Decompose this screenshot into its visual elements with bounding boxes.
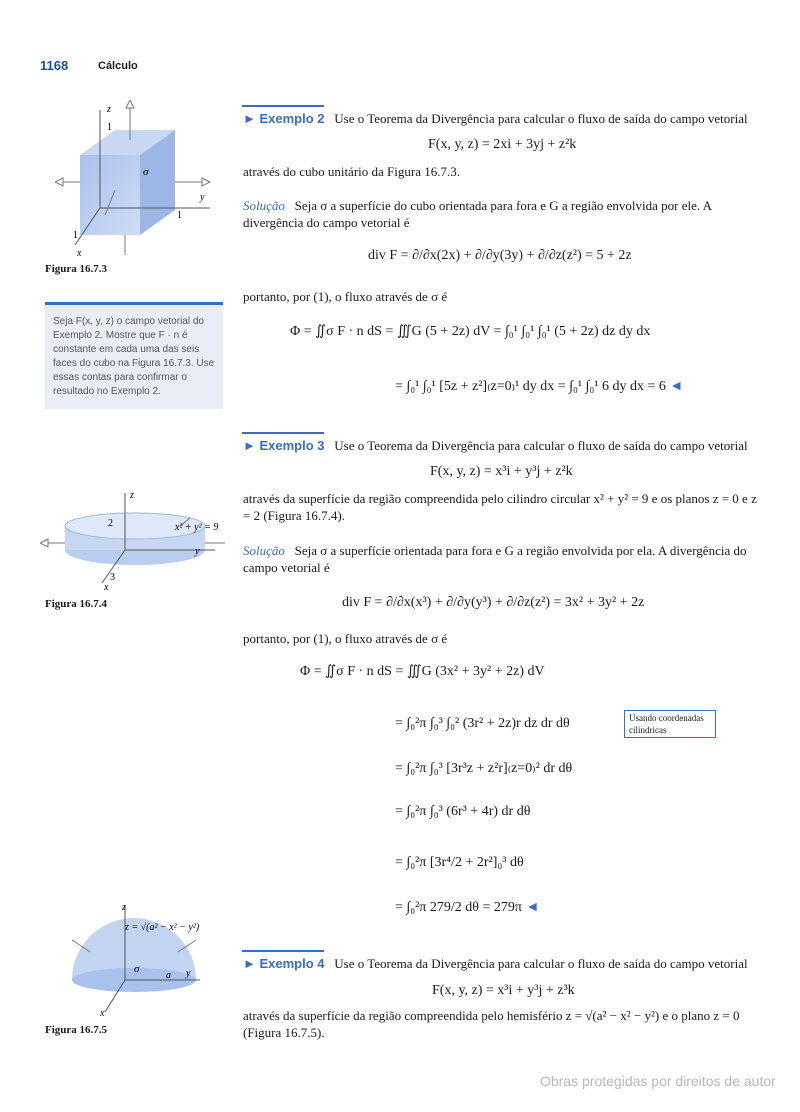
example3-line-1: = ∫₀²π ∫₀³ ∫₀² (3r² + 2z)r dz dr dθ (395, 716, 570, 731)
fig3-z-label: z (122, 902, 126, 913)
page-number: 1168 (40, 58, 69, 73)
fig2-two: 2 (108, 518, 113, 529)
figure-hemisphere (50, 900, 225, 1020)
example3-solution-label: Solução (243, 543, 285, 558)
example3-line-2: = ∫₀²π ∫₀³ [3r³z + z²r]₍z=0₎² dr dθ (395, 761, 573, 776)
example2-intro: Use o Teorema da Divergência para calcular o fluxo de saída do campo vetorial (334, 111, 748, 126)
fig3-x-label: x (100, 1008, 105, 1019)
example2-div-eq: div F = ∂/∂x(2x) + ∂/∂y(3y) + ∂/∂z(z²) = 5 + 2z (368, 248, 632, 263)
cylindrical-note: Usando coordenadas cilíndricas (624, 710, 716, 738)
example3-line-4: = ∫₀²π [3r⁴/2 + 2r²]₀³ dθ (395, 855, 524, 870)
example2-flux-line2-text: = ∫₀¹ ∫₀¹ [5z + z²]₍z=0₎¹ dy dx = ∫₀¹ ∫₀¹ 6 dy dx = 6 (395, 379, 666, 394)
example3-line-5-block: = ∫₀²π 279/2 dθ = 279π ◄ (395, 900, 540, 915)
fig2-y-label: y (195, 546, 200, 557)
example3-solution-text: Seja σ a superfície orientada para fora e G a região envolvida por ela. A divergência do campo vetorial é (243, 543, 747, 575)
fig1-sigma: σ (143, 166, 149, 178)
example3-intro: Use o Teorema da Divergência para calcular o fluxo de saída do campo vetorial (334, 438, 748, 453)
fig3-sigma: σ (134, 963, 140, 975)
fig3-y-label: y (186, 968, 191, 979)
figure-cylinder (40, 488, 240, 593)
example4-intro: Use o Teorema da Divergência para calcular o fluxo de saída do campo vetorial (334, 956, 748, 971)
example3-div-eq: div F = ∂/∂x(x³) + ∂/∂y(y³) + ∂/∂z(z²) = 3x² + 3y² + 2z (342, 595, 645, 610)
example3-field: F(x, y, z) = x³i + y³j + z²k (430, 464, 573, 479)
fig1-one-left: 1 (73, 230, 78, 241)
example4-intro-block (243, 955, 761, 972)
fig3-surface-label: z = √(a² − x² − y²) (125, 922, 200, 933)
figure-caption-2: Figura 16.7.4 (45, 598, 108, 610)
example2-through: através do cubo unitário da Figura 16.7.3. (243, 164, 460, 179)
figure-caption-1: Figura 16.7.3 (45, 263, 108, 275)
book-title: Cálculo (98, 60, 138, 72)
example4-rule (242, 950, 324, 952)
example2-label: ► Exemplo 2 (243, 111, 325, 126)
example2-solution-text: Seja σ a superfície do cubo orientada para fora e G a região envolvida por ele. A divergência do campo vetorial é (243, 198, 712, 230)
example3-solution (243, 542, 761, 576)
example3-rule (242, 432, 324, 434)
figure-cube (55, 100, 225, 260)
example2-solution-label: Solução (243, 198, 285, 213)
example3-line-0: Φ = ∬σ F · n dS = ∭G (3x² + 3y² + 2z) dV (300, 664, 545, 679)
fig2-three: 3 (110, 572, 115, 583)
fig2-z-label: z (130, 490, 134, 501)
fig1-one-right: 1 (177, 210, 182, 221)
fig2-x-label: x (104, 582, 109, 593)
figure-caption-3: Figura 16.7.5 (45, 1024, 108, 1036)
fig2-circle-label: x² + y² = 9 (175, 522, 219, 533)
example3-line-5: = ∫₀²π 279/2 dθ = 279π (395, 900, 522, 915)
fig1-y-label: y (200, 192, 205, 203)
example3-portanto: portanto, por (1), o fluxo através de σ é (243, 631, 448, 646)
copyright-watermark: Obras protegidas por direitos de autor (540, 1073, 776, 1089)
example2-field: F(x, y, z) = 2xi + 3yj + z²k (428, 137, 577, 152)
example4-through: através da superfície da região compreendida pelo hemisfério z = √(a² − x² − y²) e o plano z = 0 (Figura 16.7.5). (243, 1008, 740, 1040)
fig1-z-label: z (107, 104, 111, 115)
fig1-one-top: 1 (107, 122, 112, 133)
example2-solution (243, 197, 761, 231)
example2-portanto: portanto, por (1), o fluxo através de σ é (243, 289, 448, 304)
example3-intro-block (243, 437, 761, 454)
example2-flux-line1: Φ = ∬σ F · n dS = ∭G (5 + 2z) dV = ∫₀¹ ∫₀¹ ∫₀¹ (5 + 2z) dz dy dx (290, 324, 651, 339)
example3-line-3: = ∫₀²π ∫₀³ (6r³ + 4r) dr dθ (395, 804, 531, 819)
example4-field: F(x, y, z) = x³i + y³j + z³k (432, 983, 575, 998)
fig1-x-label: x (77, 248, 82, 259)
example3-through: através da superfície da região compreendida pelo cilindro circular x² + y² = 9 e os planos z = 0 e z = 2 (Figura 16.7.4). (243, 491, 757, 523)
sidebox-text: Seja F(x, y, z) o campo vetorial do Exemplo 2. Mostre que F · n é constante em cada uma das seis faces do cubo na Figura 16.7.3. Use essas contas para confirmar o resultado no Exemplo 2. (53, 316, 215, 397)
example2-rule (242, 105, 324, 107)
example3-label: ► Exemplo 3 (243, 438, 325, 453)
example4-label: ► Exemplo 4 (243, 956, 325, 971)
example2-flux-line2: = ∫₀¹ ∫₀¹ [5z + z²]₍z=0₎¹ dy dx = ∫₀¹ ∫₀¹ 6 dy dx = 6 ◄ (395, 379, 684, 394)
example2-intro-block (243, 110, 761, 127)
fig3-a-label: a (166, 970, 171, 981)
